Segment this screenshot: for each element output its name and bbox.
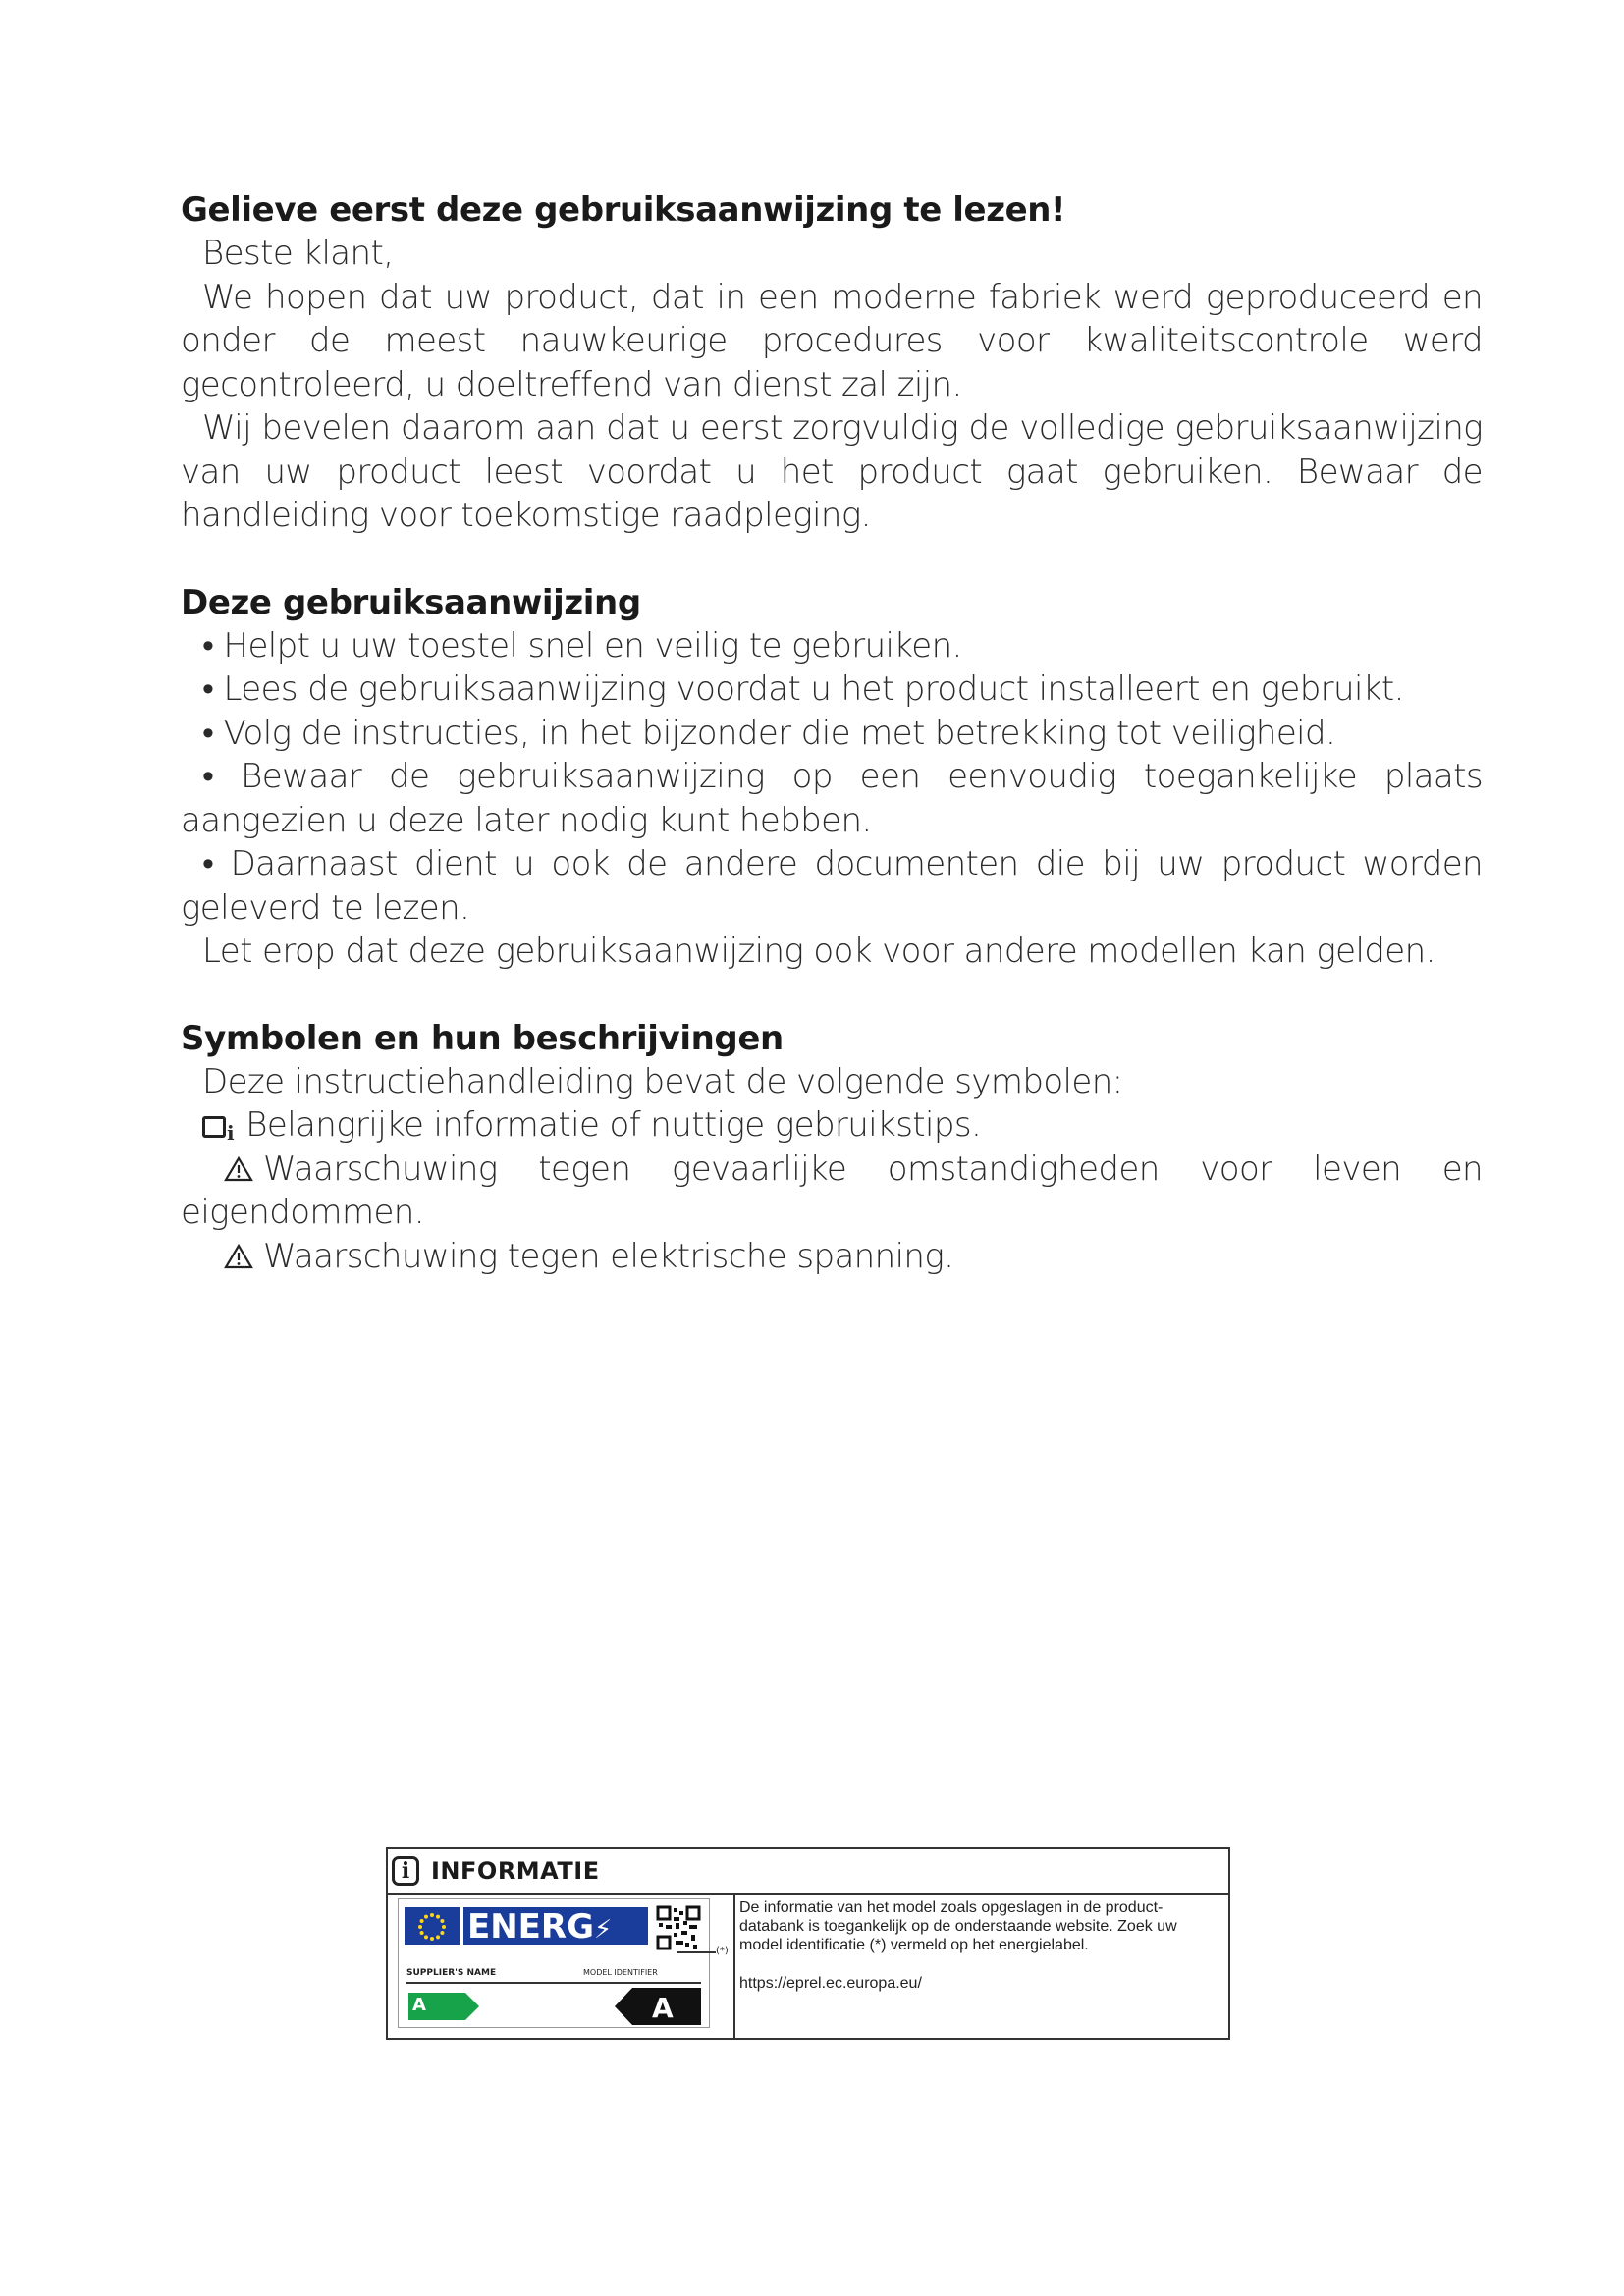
energy-label xyxy=(398,1898,710,2028)
symbols-heading: Symbolen en hun beschrijvingen xyxy=(181,1018,784,1058)
symbol-item xyxy=(181,1103,1483,1148)
symbol-text: Belangrijke informatie of nuttige gebruikstips. xyxy=(245,1105,982,1145)
identifier-mark: (*) xyxy=(716,1946,729,1956)
energy-class-left: A xyxy=(412,1995,426,2015)
manual-bullet: • Volg de instructies, in het bijzonder die met betrekking tot veiligheid. xyxy=(202,713,1336,753)
supplier-name-label: SUPPLIER'S NAME xyxy=(406,1968,497,1978)
greeting: Beste klant, xyxy=(202,234,394,273)
information-text-panel xyxy=(739,1898,1220,1993)
manual-bullet: • Helpt u uw toestel snel en veilig te gebruiken. xyxy=(202,625,962,666)
information-box-header xyxy=(388,1849,1228,1895)
symbol-text: Waarschuwing tegen gevaarlijke omstandigheden voor leven en eigendommen. xyxy=(181,1148,1483,1232)
symbol-item xyxy=(181,1235,1483,1279)
symbol-item xyxy=(181,1148,1483,1235)
energy-class-arrow-black xyxy=(615,1988,701,2025)
symbols-intro: Deze instructiehandleiding bevat de volgende symbolen: xyxy=(202,1061,1123,1101)
intro-paragraph-1: We hopen dat uw product, dat in een moderne fabriek werd geproduceerd en onder de meest nauwkeurige procedures voor kwaliteitscontrole werd gecontroleerd, u doeltreffend van dienst zal zijn. xyxy=(181,277,1483,404)
intro-heading: Gelieve eerst deze gebruiksaanwijzing te lezen! xyxy=(181,190,1066,230)
manual-bullet: • Lees de gebruiksaanwijzing voordat u het product installeert en gebruikt. xyxy=(202,669,1404,709)
energy-logo: ENERG⚡ xyxy=(463,1907,648,1945)
qr-code-icon xyxy=(656,1905,701,1950)
information-box-title: INFORMATIE xyxy=(431,1857,600,1885)
eprel-link[interactable]: https://eprel.ec.europa.eu/ xyxy=(739,1975,922,1992)
information-description: De informatie van het model zoals opgeslagen in de product-databank is toegankelijk op de onderstaande website. Zoek uw model identificatie (*) vermeld op het energielabel. xyxy=(739,1899,1177,1953)
eu-flag-icon xyxy=(405,1907,460,1945)
energy-label-panel xyxy=(388,1893,735,2040)
page-content xyxy=(181,188,1483,1278)
divider xyxy=(406,1982,701,1984)
intro-paragraph-2: Wij bevelen daarom aan dat u eerst zorgvuldig de volledige gebruiksaanwijzing van uw product leest voordat u het product gaat gebruiken. Bewaar de handleiding voor toekomstige raadpleging. xyxy=(181,408,1483,535)
symbol-text: Waarschuwing tegen elektrische spanning. xyxy=(263,1236,954,1276)
info-icon: i xyxy=(392,1856,419,1886)
manual-bullet: • Daarnaast dient u ook de andere documenten die bij uw product worden geleverd te lezen. xyxy=(181,844,1483,928)
information-box xyxy=(386,1847,1230,2040)
energy-logo-text: ENERG xyxy=(467,1907,594,1947)
warning-icon xyxy=(202,1235,253,1279)
info-icon xyxy=(202,1116,226,1138)
manual-note: Let erop dat deze gebruiksaanwijzing ook voor andere modellen kan gelden. xyxy=(202,932,1435,971)
model-identifier-label: MODEL IDENTIFIER xyxy=(583,1968,658,1977)
energy-class-right: A xyxy=(652,1992,674,2024)
pointer-arrow xyxy=(677,1951,716,1953)
manual-heading: Deze gebruiksaanwijzing xyxy=(181,582,641,622)
manual-bullet: • Bewaar de gebruiksaanwijzing op een eenvoudig toegankelijke plaats aangezien u deze later nodig kunt hebben. xyxy=(181,757,1483,840)
energy-class-arrow-green xyxy=(408,1993,479,2020)
